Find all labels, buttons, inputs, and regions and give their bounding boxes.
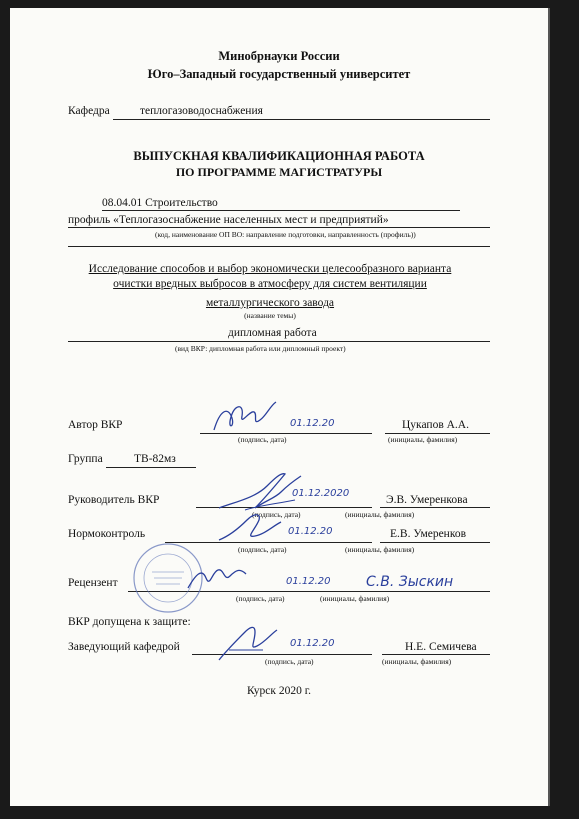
topic-line-1: Исследование способов и выбор экономически целесообразного варианта	[88, 263, 452, 275]
normcontrol-name-caption: (инициалы, фамилия)	[345, 545, 415, 554]
document-page	[10, 8, 550, 806]
reviewer-sign-date: 01.12.20	[286, 576, 331, 587]
topic-line-2: очистки вредных выбросов в атмосферу для систем вентиляции	[113, 278, 427, 290]
head-label: Заведующий кафедрой	[68, 641, 180, 653]
normcontrol-name: Е.В. Умеренков	[390, 528, 467, 540]
program-extra-line	[68, 246, 490, 247]
group-label: Группа	[68, 453, 103, 465]
reviewer-sign-caption: (подпись, дата)	[236, 594, 285, 603]
program-code: 08.04.01 Строительство	[102, 197, 218, 209]
author-sign-line	[200, 433, 372, 434]
topic-line-3: металлургического завода	[205, 297, 335, 309]
head-sign-line	[192, 654, 372, 655]
head-sign-caption: (подпись, дата)	[265, 657, 314, 666]
topic-caption: (название темы)	[244, 311, 296, 320]
author-name: Цукапов А.А.	[402, 419, 469, 431]
group-value: ТВ-82мз	[134, 453, 176, 465]
ministry-name: Минобрнауки России	[218, 49, 340, 63]
head-sign-date: 01.12.20	[290, 638, 335, 649]
author-sign-caption: (подпись, дата)	[238, 435, 287, 444]
work-type-value: дипломная работа	[228, 327, 317, 339]
admission-label: ВКР допущена к защите:	[68, 616, 191, 628]
supervisor-sign-caption: (подпись, дата)	[252, 510, 301, 519]
reviewer-label: Рецензент	[68, 577, 118, 589]
program-code-line	[102, 210, 460, 211]
normcontrol-name-line	[380, 542, 490, 543]
work-type-caption: (вид ВКР: дипломная работа или дипломный проект)	[175, 344, 346, 353]
reviewer-sign-line	[128, 591, 372, 592]
supervisor-name: Э.В. Умеренкова	[386, 494, 468, 506]
normcontrol-sign-line	[165, 542, 372, 543]
city-year: Курск 2020 г.	[246, 685, 312, 697]
supervisor-name-line	[380, 507, 490, 508]
head-name-caption: (инициалы, фамилия)	[382, 657, 452, 666]
reviewer-name-caption: (инициалы, фамилия)	[320, 594, 390, 603]
author-signature	[210, 400, 280, 440]
supervisor-sign-line	[196, 507, 372, 508]
department-line	[113, 119, 490, 120]
program-caption: (код, наименование ОП ВО: направление подготовки, направленность (профиль))	[155, 230, 416, 239]
work-type-line	[68, 341, 490, 342]
author-name-caption: (инициалы, фамилия)	[388, 435, 458, 444]
reviewer-name-handwritten: С.В. Зыскин	[366, 574, 454, 590]
author-name-line	[385, 433, 490, 434]
normcontrol-sign-date: 01.12.20	[288, 526, 333, 537]
author-sign-date: 01.12.20	[290, 418, 335, 429]
department-value: теплогазоводоснабжения	[140, 105, 263, 117]
author-label: Автор ВКР	[68, 419, 123, 431]
supervisor-sign-date: 01.12.2020	[292, 488, 350, 499]
program-profile: профиль «Теплогазоснабжение населенных мест и предприятий»	[68, 214, 389, 226]
normcontrol-label: Нормоконтроль	[68, 528, 146, 540]
document-subtitle: ПО ПРОГРАММЕ МАГИСТРАТУРЫ	[175, 165, 383, 179]
supervisor-label: Руководитель ВКР	[68, 494, 160, 506]
document-title: ВЫПУСКНАЯ КВАЛИФИКАЦИОННАЯ РАБОТА	[133, 149, 425, 163]
reviewer-name-line	[366, 591, 490, 592]
head-name: Н.Е. Семичева	[405, 641, 477, 653]
department-label: Кафедра	[68, 105, 110, 117]
program-profile-line	[68, 227, 490, 228]
head-name-line	[382, 654, 490, 655]
university-name: Юго–Западный государственный университет	[147, 67, 411, 81]
supervisor-name-caption: (инициалы, фамилия)	[345, 510, 415, 519]
group-line	[106, 467, 196, 468]
normcontrol-sign-caption: (подпись, дата)	[238, 545, 287, 554]
